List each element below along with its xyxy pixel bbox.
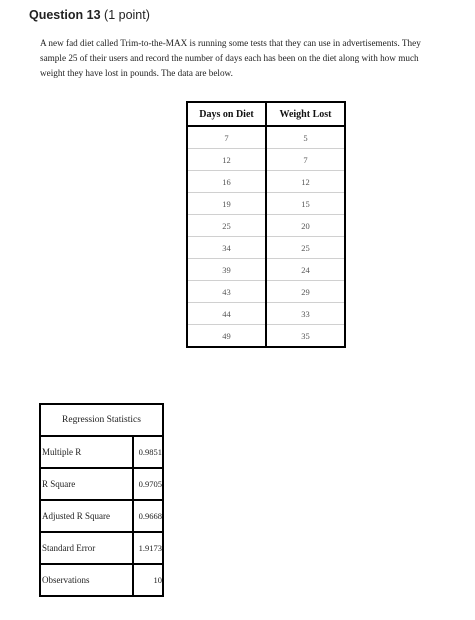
weight-cell: 20 — [266, 215, 345, 237]
weight-cell: 15 — [266, 193, 345, 215]
table-row — [187, 303, 345, 325]
regression-row — [40, 436, 163, 468]
weight-cell: 35 — [266, 325, 345, 348]
regression-row — [40, 468, 163, 500]
weight-cell: 7 — [266, 149, 345, 171]
stat-label: R Square — [40, 468, 133, 500]
table-row — [187, 149, 345, 171]
days-cell: 43 — [187, 281, 266, 303]
table-row — [187, 193, 345, 215]
question-title: Question 13 — [29, 8, 101, 22]
question-points: (1 point) — [104, 8, 150, 22]
days-cell: 16 — [187, 171, 266, 193]
regression-row — [40, 564, 163, 596]
regression-row — [40, 532, 163, 564]
table-row — [187, 259, 345, 281]
weight-cell: 12 — [266, 171, 345, 193]
column-header-days: Days on Diet — [187, 102, 266, 126]
table-row — [187, 215, 345, 237]
days-cell: 25 — [187, 215, 266, 237]
regression-title: Regression Statistics — [40, 404, 163, 436]
days-cell: 39 — [187, 259, 266, 281]
prompt-line: A new fad diet called Trim-to-the-MAX is running some tests that they can use in advertisements. They — [40, 38, 421, 48]
regression-statistics-table — [39, 403, 164, 597]
days-cell: 7 — [187, 126, 266, 149]
weight-cell: 25 — [266, 237, 345, 259]
weight-cell: 24 — [266, 259, 345, 281]
days-cell: 12 — [187, 149, 266, 171]
weight-cell: 33 — [266, 303, 345, 325]
stat-label: Multiple R — [40, 436, 133, 468]
stat-value: 10 — [133, 564, 163, 596]
prompt-line: sample 25 of their users and record the number of days each has been on the diet along with how much — [40, 53, 419, 63]
stat-label: Standard Error — [40, 532, 133, 564]
regression-row — [40, 500, 163, 532]
table-header-row — [187, 102, 345, 126]
days-cell: 34 — [187, 237, 266, 259]
table-row — [187, 126, 345, 149]
stat-value: 0.9851 — [133, 436, 163, 468]
table-row — [187, 325, 345, 348]
stat-value: 0.9668 — [133, 500, 163, 532]
weight-cell: 5 — [266, 126, 345, 149]
table-row — [187, 171, 345, 193]
days-cell: 49 — [187, 325, 266, 348]
prompt-line: weight they have lost in pounds. The data are below. — [40, 68, 233, 78]
regression-title-row — [40, 404, 163, 436]
days-cell: 44 — [187, 303, 266, 325]
table-row — [187, 281, 345, 303]
stat-label: Observations — [40, 564, 133, 596]
days-weight-table — [186, 101, 346, 348]
stat-label: Adjusted R Square — [40, 500, 133, 532]
column-header-weight: Weight Lost — [266, 102, 345, 126]
stat-value: 1.9173 — [133, 532, 163, 564]
table-row — [187, 237, 345, 259]
weight-cell: 29 — [266, 281, 345, 303]
days-cell: 19 — [187, 193, 266, 215]
stat-value: 0.9705 — [133, 468, 163, 500]
question-prompt — [40, 36, 470, 81]
question-header — [29, 8, 150, 22]
